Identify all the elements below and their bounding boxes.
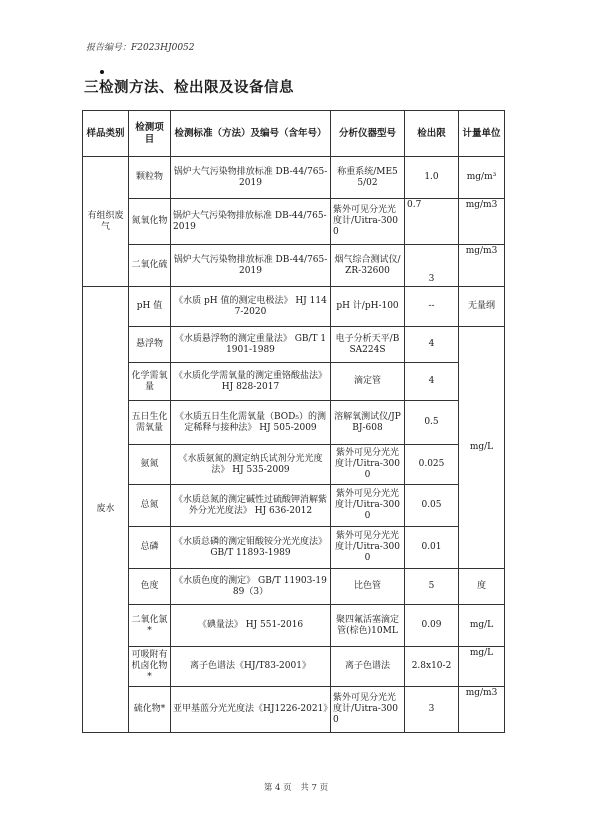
cell-instrument: 紫外可见分光光度计/Uitra-3000 [331, 527, 405, 569]
cell-item: 悬浮物 [129, 327, 171, 363]
table-row [83, 569, 505, 605]
page-total: 共 7 页 [300, 783, 329, 793]
cell-limit: 0.7 [405, 199, 459, 245]
cell-standard: 《水质色度的测定》 GB/T 11903-1989（3） [171, 569, 331, 605]
cell-instrument: 比色管 [331, 569, 405, 605]
cell-standard: 《水质总磷的测定钼酸铵分光光度法》 GB/T 11893-1989 [171, 527, 331, 569]
cell-item: 二氧化氯* [129, 605, 171, 647]
cell-item: 色度 [129, 569, 171, 605]
table-row [83, 157, 505, 199]
cell-standard: 锅炉大气污染物排放标准 DB-44/765-2019 [171, 157, 331, 199]
cell-instrument: 聚四氟活塞滴定管(棕色)10ML [331, 605, 405, 647]
cell-limit: 0.09 [405, 605, 459, 647]
cell-instrument: 紫外可见分光光度计/Uitra-3000 [331, 687, 405, 733]
page-number: 第 4 页 [263, 783, 292, 793]
header-unit: 计量单位 [459, 111, 505, 157]
cell-instrument: 紫外可见分光光度计/Uitra-3000 [331, 445, 405, 485]
table-row [83, 327, 505, 363]
page-footer [0, 781, 592, 793]
cell-standard: 《水质化学需氧量的测定重铬酸盐法》 HJ 828-2017 [171, 363, 331, 401]
cell-item: 氨氮 [129, 445, 171, 485]
section-title: 三检测方法、检出限及设备信息 [84, 79, 294, 96]
cell-unit: mg/m3 [459, 687, 505, 733]
cell-item: 化学需氧量 [129, 363, 171, 401]
cell-unit-merged: mg/L [459, 327, 505, 569]
header-category: 样品类别 [83, 111, 129, 157]
cell-limit: 4 [405, 363, 459, 401]
cell-unit: mg/L [459, 647, 505, 687]
cell-unit: mg/m3 [459, 199, 505, 245]
cell-standard: 锅炉大气污染物排放标准 DB-44/765-2019 [171, 199, 331, 245]
cell-standard: 《水质五日生化需氧量（BOD₅）的测定稀释与接种法》 HJ 505-2009 [171, 401, 331, 445]
cell-unit: 无量纲 [459, 287, 505, 327]
table-row [83, 401, 505, 445]
cell-instrument: 紫外可见分光光度计/Uitra-3000 [331, 485, 405, 527]
cell-unit: mg/m³ [459, 157, 505, 199]
cell-instrument: pH 计/pH-100 [331, 287, 405, 327]
cell-item: pH 值 [129, 287, 171, 327]
table-row [83, 605, 505, 647]
header-instrument: 分析仪器型号 [331, 111, 405, 157]
cell-standard: 《碘量法》 HJ 551-2016 [171, 605, 331, 647]
cell-item: 五日生化需氧量 [129, 401, 171, 445]
cell-limit: 0.025 [405, 445, 459, 485]
cell-instrument: 离子色谱法 [331, 647, 405, 687]
cell-unit: mg/m3 [459, 245, 505, 287]
cell-item: 二氧化硫 [129, 245, 171, 287]
cell-standard: 离子色谱法《HJ/T83-2001》 [171, 647, 331, 687]
cell-limit: 1.0 [405, 157, 459, 199]
cell-item: 总氮 [129, 485, 171, 527]
cell-standard: 亚甲基蓝分光光度法《HJ1226-2021》 [171, 687, 331, 733]
method-table [82, 110, 505, 733]
cell-limit: 0.05 [405, 485, 459, 527]
report-number: 报告编号：F2023HJ0052 [86, 43, 195, 53]
table-row [83, 527, 505, 569]
cell-instrument: 称重系统/ME55/02 [331, 157, 405, 199]
cell-instrument: 滴定管 [331, 363, 405, 401]
table-row [83, 687, 505, 733]
cell-item: 总磷 [129, 527, 171, 569]
table-row [83, 199, 505, 245]
cell-limit: -- [405, 287, 459, 327]
header-limit: 检出限 [405, 111, 459, 157]
header-standard: 检测标准（方法）及编号（含年号） [171, 111, 331, 157]
table-row [83, 363, 505, 401]
cell-item: 颗粒物 [129, 157, 171, 199]
table-row [83, 445, 505, 485]
cell-instrument: 烟气综合测试仪/ZR-32600 [331, 245, 405, 287]
cell-limit: 4 [405, 327, 459, 363]
cell-unit: 度 [459, 569, 505, 605]
table-row [83, 647, 505, 687]
cell-limit: 2.8x10-2 [405, 647, 459, 687]
cell-standard: 《水质 pH 值的测定电极法》 HJ 1147-2020 [171, 287, 331, 327]
cell-limit: 0.5 [405, 401, 459, 445]
cell-item: 硫化物* [129, 687, 171, 733]
cell-standard: 《水质悬浮物的测定重量法》 GB/T 11901-1989 [171, 327, 331, 363]
cell-limit: 3 [405, 245, 459, 287]
table-header-row [83, 111, 505, 157]
cell-standard: 《水质氨氮的测定纳氏试剂分光光度法》 HJ 535-2009 [171, 445, 331, 485]
cell-limit: 3 [405, 687, 459, 733]
table-row [83, 245, 505, 287]
header-item: 检测项目 [129, 111, 171, 157]
bullet-dot [100, 70, 104, 74]
cell-instrument: 电子分析天平/BSA224S [331, 327, 405, 363]
cell-item: 氮氧化物 [129, 199, 171, 245]
cell-instrument: 溶解氧测试仪/JPBJ-608 [331, 401, 405, 445]
cell-limit: 0.01 [405, 527, 459, 569]
group-water: 废水 [83, 287, 129, 733]
cell-item: 可吸附有机卤化物* [129, 647, 171, 687]
table-row [83, 287, 505, 327]
cell-instrument: 紫外可见分光光度计/Uitra-3000 [331, 199, 405, 245]
table-row [83, 485, 505, 527]
cell-limit: 5 [405, 569, 459, 605]
cell-unit: mg/L [459, 605, 505, 647]
cell-standard: 锅炉大气污染物排放标准 DB-44/765-2019 [171, 245, 331, 287]
group-gas: 有组织废气 [83, 157, 129, 287]
cell-standard: 《水质总氮的测定碱性过硫酸钾消解紫外分光光度法》 HJ 636-2012 [171, 485, 331, 527]
